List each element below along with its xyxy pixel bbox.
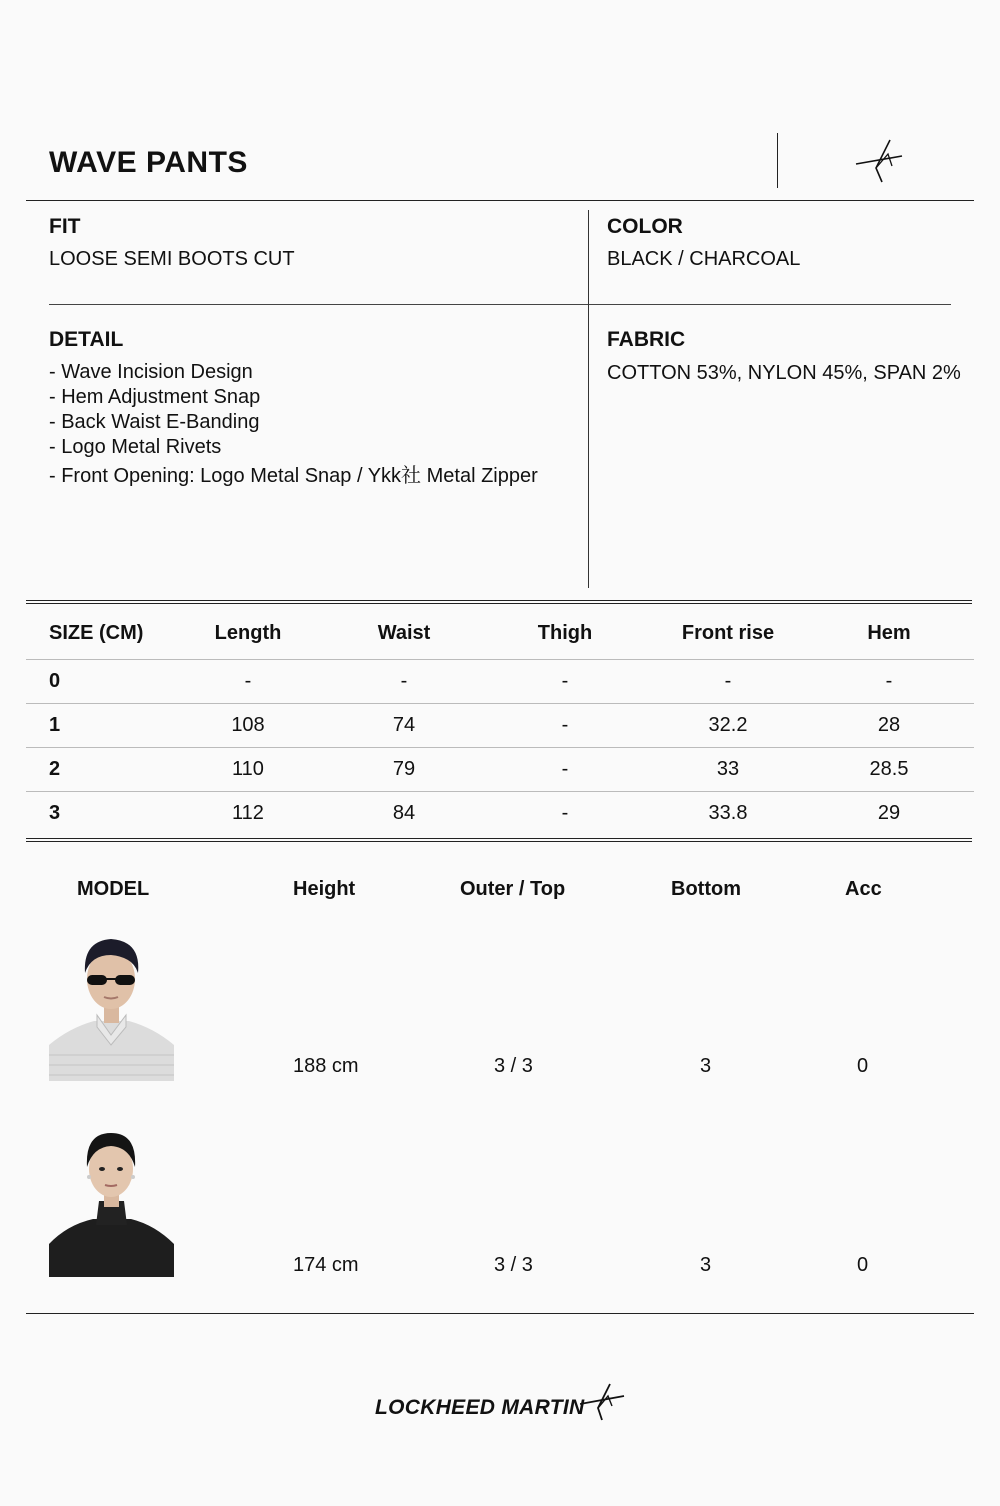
header-divider [777,133,778,188]
section-rule [49,304,951,305]
model-height: 174 cm [293,1254,359,1276]
star-logo-icon [580,1382,626,1422]
table-row [26,748,974,792]
size-cell: 33 [716,758,740,780]
color-label: COLOR [607,215,683,238]
fit-label: FIT [49,215,81,238]
fabric-label: FABRIC [607,328,686,351]
size-cell: 32.2 [708,714,748,736]
size-header-cell: Front rise [681,622,775,644]
table-row [26,704,974,748]
fit-value: LOOSE SEMI BOOTS CUT [49,248,295,270]
column-divider [588,210,589,588]
size-header-cell: Hem [867,622,911,644]
outer-top-header: Outer / Top [460,878,566,900]
size-header-cell: Waist [377,622,431,644]
size-cell: - [724,670,732,692]
detail-item: - Hem Adjustment Snap [49,386,261,408]
table-row [26,660,974,704]
detail-item: - Back Waist E-Banding [49,411,260,433]
size-cell: 0 [49,670,61,692]
detail-list [49,360,538,489]
page-title: WAVE PANTS [49,146,248,179]
height-header: Height [293,878,356,900]
size-cell: 108 [231,714,265,736]
size-cell: 84 [392,802,416,824]
star-logo-icon [852,138,908,184]
color-value: BLACK / CHARCOAL [607,248,801,270]
detail-item: - Wave Incision Design [49,361,253,383]
size-cell: 1 [49,714,61,736]
model-height: 188 cm [293,1055,359,1077]
size-cell: - [400,670,408,692]
bottom-header: Bottom [671,878,741,900]
size-cell: - [561,670,569,692]
model-outer-top: 3 / 3 [494,1254,533,1276]
table-row [26,792,974,835]
size-cell: - [561,714,569,736]
header-rule [26,200,974,201]
size-cell: 110 [232,758,264,780]
model-acc: 0 [857,1254,869,1276]
model-outer-top: 3 / 3 [494,1055,533,1077]
size-cell: 28 [877,714,901,736]
detail-label: DETAIL [49,328,124,351]
model-bottom: 3 [700,1055,712,1077]
size-cell: - [244,670,252,692]
size-header-cell: SIZE (CM) [49,622,144,644]
model-photo-1 [49,933,174,1081]
brand-logo-text: LOCKHEED MARTIN [375,1396,585,1419]
size-cell: 112 [232,802,264,824]
size-cell: 3 [49,802,61,824]
fabric-value: COTTON 53%, NYLON 45%, SPAN 2% [607,362,961,384]
footer-rule [26,1313,974,1314]
table-top-rule [26,600,972,604]
size-table-header [26,608,974,660]
model-header: MODEL [77,878,150,900]
size-cell: - [561,802,569,824]
table-bottom-rule [26,838,972,842]
size-cell: - [561,758,569,780]
size-cell: - [885,670,893,692]
model-bottom: 3 [700,1254,712,1276]
size-table [26,608,974,835]
model-photo-2 [49,1129,174,1277]
model-acc: 0 [857,1055,869,1077]
size-header-cell: Length [214,622,282,644]
size-header-cell: Thigh [537,622,593,644]
size-cell: 79 [392,758,416,780]
detail-item: - Logo Metal Rivets [49,436,222,458]
acc-header: Acc [845,878,882,900]
size-cell: 33.8 [708,802,748,824]
size-cell: 28.5 [869,758,909,780]
size-cell: 74 [392,714,416,736]
detail-item: - Front Opening: Logo Metal Snap / Ykk社 Metal Zipper [49,465,538,487]
size-cell: 29 [877,802,901,824]
size-cell: 2 [49,758,61,780]
